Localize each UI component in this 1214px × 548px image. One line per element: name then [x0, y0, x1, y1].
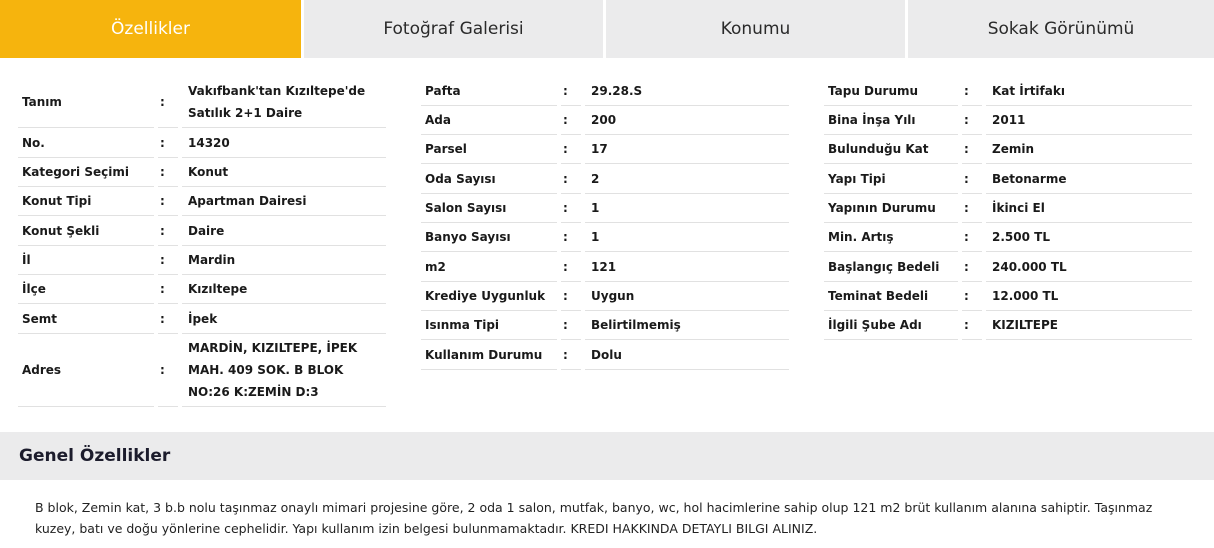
detail-row-bina-insa-yili — [824, 106, 1196, 135]
detail-separator: : — [561, 282, 581, 311]
detail-label: Teminat Bedeli — [824, 282, 958, 311]
detail-separator: : — [158, 128, 178, 158]
detail-value: 17 — [585, 135, 789, 164]
detail-label: Salon Sayısı — [421, 194, 557, 223]
details-column-2 — [421, 76, 793, 370]
detail-separator: : — [561, 340, 581, 370]
detail-label: Parsel — [421, 135, 557, 164]
detail-value: 121 — [585, 252, 789, 282]
detail-row-min-artis — [824, 223, 1196, 252]
detail-row-teminat-bedeli — [824, 282, 1196, 311]
detail-value: İpek — [182, 304, 386, 334]
detail-label: Adres — [18, 334, 154, 407]
detail-separator: : — [158, 158, 178, 187]
detail-row-ada — [421, 106, 793, 135]
detail-separator: : — [561, 106, 581, 135]
detail-row-krediye-uygunluk — [421, 282, 793, 311]
detail-separator: : — [561, 135, 581, 164]
tab-konumu[interactable]: Konumu — [606, 0, 908, 58]
detail-row-no — [18, 128, 390, 158]
tab-ozellikler[interactable]: Özellikler — [0, 0, 304, 58]
detail-label: No. — [18, 128, 154, 158]
detail-value: Uygun — [585, 282, 789, 311]
section-title: Genel Özellikler — [19, 446, 171, 466]
detail-label: Tapu Durumu — [824, 76, 958, 106]
detail-row-semt — [18, 304, 390, 334]
detail-label: Yapı Tipi — [824, 164, 958, 194]
detail-value: Mardin — [182, 246, 386, 275]
detail-row-tapu-durumu — [824, 76, 1196, 106]
detail-row-salon-sayisi — [421, 194, 793, 223]
detail-value: Betonarme — [986, 164, 1192, 194]
detail-label: Min. Artış — [824, 223, 958, 252]
detail-value: 2 — [585, 164, 789, 194]
detail-label: Bina İnşa Yılı — [824, 106, 958, 135]
detail-row-il — [18, 246, 390, 275]
detail-label: Bulunduğu Kat — [824, 135, 958, 164]
detail-label: İlçe — [18, 275, 154, 304]
detail-separator: : — [962, 106, 982, 135]
detail-separator: : — [962, 135, 982, 164]
detail-value: 2.500 TL — [986, 223, 1192, 252]
detail-row-bulundugu-kat — [824, 135, 1196, 164]
detail-separator: : — [962, 194, 982, 223]
detail-row-ilce — [18, 275, 390, 304]
detail-label: Semt — [18, 304, 154, 334]
tab-bar — [0, 0, 1214, 58]
detail-row-banyo-sayisi — [421, 223, 793, 252]
detail-separator: : — [962, 282, 982, 311]
detail-label: Pafta — [421, 76, 557, 106]
detail-row-tanim — [18, 76, 390, 128]
detail-row-kategori — [18, 158, 390, 187]
detail-label: Başlangıç Bedeli — [824, 252, 958, 282]
details-column-1 — [18, 76, 390, 407]
detail-separator: : — [962, 164, 982, 194]
tab-sokak-gorunumu[interactable]: Sokak Görünümü — [908, 0, 1214, 58]
detail-value: 200 — [585, 106, 789, 135]
detail-label: Isınma Tipi — [421, 311, 557, 340]
detail-separator: : — [962, 311, 982, 340]
detail-separator: : — [158, 76, 178, 128]
genel-ozellikler-header — [0, 432, 1214, 480]
detail-separator: : — [561, 311, 581, 340]
detail-row-pafta — [421, 76, 793, 106]
details-column-3 — [824, 76, 1196, 340]
detail-label: Ada — [421, 106, 557, 135]
detail-separator: : — [158, 187, 178, 216]
detail-row-adres — [18, 334, 390, 407]
detail-label: Banyo Sayısı — [421, 223, 557, 252]
detail-row-yapinin-durumu — [824, 194, 1196, 223]
detail-label: Tanım — [18, 76, 154, 128]
detail-separator: : — [962, 252, 982, 282]
detail-separator: : — [561, 76, 581, 106]
detail-value: 29.28.S — [585, 76, 789, 106]
detail-value: 1 — [585, 194, 789, 223]
detail-value: Vakıfbank'tan Kızıltepe'de Satılık 2+1 Daire — [182, 76, 386, 128]
detail-row-yapi-tipi — [824, 164, 1196, 194]
detail-label: Yapının Durumu — [824, 194, 958, 223]
detail-separator: : — [561, 164, 581, 194]
detail-value: Kat İrtifakı — [986, 76, 1192, 106]
detail-value: KIZILTEPE — [986, 311, 1192, 340]
detail-separator: : — [158, 216, 178, 246]
detail-row-konut-tipi — [18, 187, 390, 216]
detail-separator: : — [158, 334, 178, 407]
detail-separator: : — [158, 246, 178, 275]
detail-value: Dolu — [585, 340, 789, 370]
tab-fotograf-galerisi[interactable]: Fotoğraf Galerisi — [304, 0, 606, 58]
detail-separator: : — [962, 223, 982, 252]
detail-label: İl — [18, 246, 154, 275]
detail-label: Konut Tipi — [18, 187, 154, 216]
detail-value: Kızıltepe — [182, 275, 386, 304]
genel-ozellikler-description: B blok, Zemin kat, 3 b.b nolu taşınmaz onaylı mimari projesine göre, 2 oda 1 salon, mutfak, banyo, wc, hol hacimlerine sahip olup 121 m2 brüt kullanım alanına sahiptir. Taşınmaz kuzey, batı ve doğu yönlerine cephelidir. Yapı kullanım izin belgesi bulunmamaktadır. KREDI HAKKINDA DETAYLI BILGI ALINIZ. — [35, 500, 1153, 536]
detail-value: Zemin — [986, 135, 1192, 164]
detail-label: m2 — [421, 252, 557, 282]
detail-value: 12.000 TL — [986, 282, 1192, 311]
detail-value: Apartman Dairesi — [182, 187, 386, 216]
detail-value: Belirtilmemiş — [585, 311, 789, 340]
detail-value: Konut — [182, 158, 386, 187]
detail-separator: : — [561, 194, 581, 223]
detail-label: Konut Şekli — [18, 216, 154, 246]
detail-row-konut-sekli — [18, 216, 390, 246]
detail-label: Krediye Uygunluk — [421, 282, 557, 311]
detail-label: Oda Sayısı — [421, 164, 557, 194]
detail-separator: : — [962, 76, 982, 106]
detail-separator: : — [561, 252, 581, 282]
detail-label: Kategori Seçimi — [18, 158, 154, 187]
detail-separator: : — [158, 304, 178, 334]
detail-value: 2011 — [986, 106, 1192, 135]
detail-value: Daire — [182, 216, 386, 246]
detail-value: 14320 — [182, 128, 386, 158]
detail-row-parsel — [421, 135, 793, 164]
detail-row-ilgili-sube-adi — [824, 311, 1196, 340]
detail-row-oda-sayisi — [421, 164, 793, 194]
detail-row-baslangic-bedeli — [824, 252, 1196, 282]
detail-label: Kullanım Durumu — [421, 340, 557, 370]
detail-row-isinma-tipi — [421, 311, 793, 340]
detail-separator: : — [561, 223, 581, 252]
detail-separator: : — [158, 275, 178, 304]
detail-value: MARDİN, KIZILTEPE, İPEK MAH. 409 SOK. B BLOK NO:26 K:ZEMİN D:3 — [182, 334, 386, 407]
detail-value: 240.000 TL — [986, 252, 1192, 282]
detail-row-m2 — [421, 252, 793, 282]
detail-value: 1 — [585, 223, 789, 252]
detail-row-kullanim-durumu — [421, 340, 793, 370]
detail-value: İkinci El — [986, 194, 1192, 223]
detail-label: İlgili Şube Adı — [824, 311, 958, 340]
